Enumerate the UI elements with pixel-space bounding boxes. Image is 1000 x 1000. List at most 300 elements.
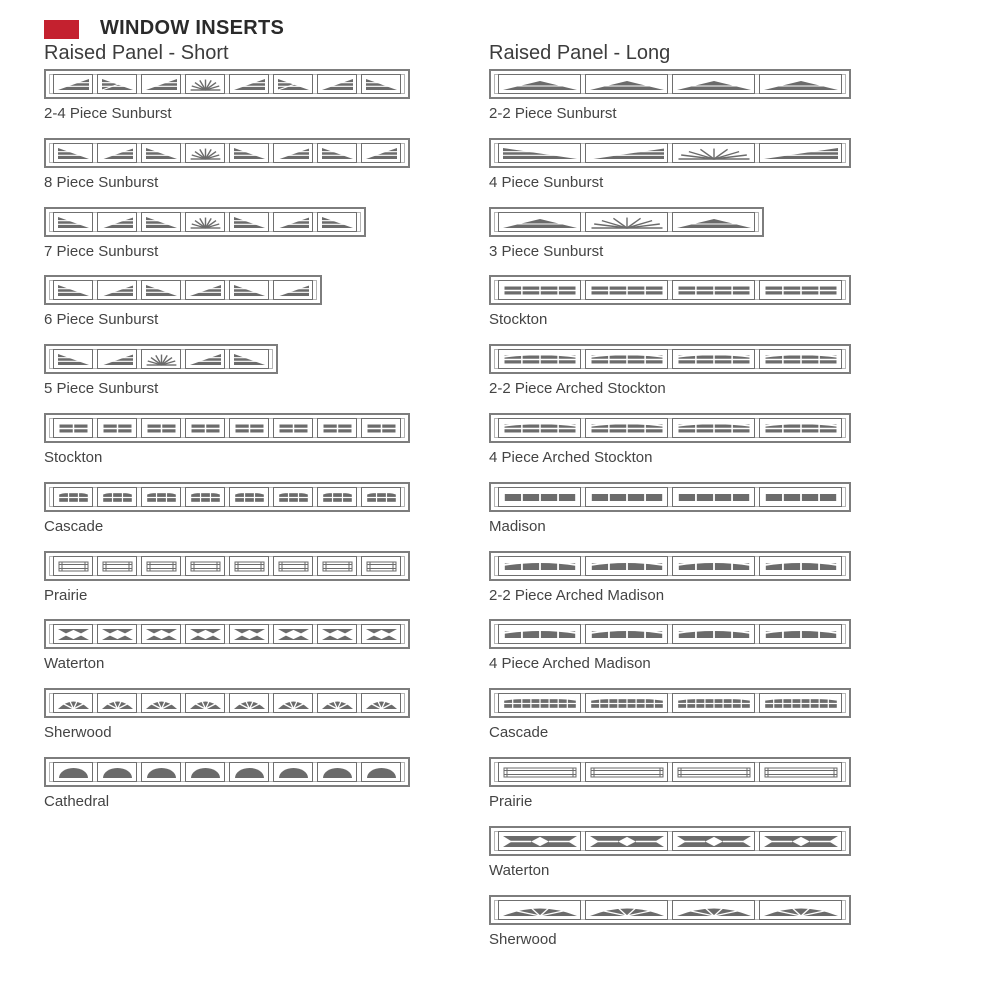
arched-madison-4-pattern-icon <box>762 627 840 642</box>
prairie-pattern-icon <box>100 559 135 574</box>
window-insert-pane <box>53 487 93 507</box>
insert-strip-frame <box>494 143 846 163</box>
window-insert-pane <box>361 74 401 94</box>
sunburst-24-pattern-icon <box>364 77 399 92</box>
window-insert-pane <box>759 418 842 438</box>
insert-label: 2-2 Piece Arched Madison <box>489 587 665 604</box>
sunburst-7-pattern-icon <box>320 215 355 230</box>
insert-strip-frame <box>494 418 846 438</box>
window-insert-pane <box>317 624 357 644</box>
window-insert-pane <box>229 693 269 713</box>
insert-strip <box>44 688 410 718</box>
insert-row-waterton <box>44 619 410 679</box>
insert-strip-frame <box>494 487 846 507</box>
insert-strip-frame <box>49 418 405 438</box>
insert-row-arched-madison-4 <box>489 619 851 679</box>
prairie-pattern-icon <box>56 559 91 574</box>
sunburst-22-pattern-icon <box>762 77 840 92</box>
insert-strip <box>44 275 322 305</box>
insert-strip-frame <box>494 624 846 644</box>
insert-strip-frame <box>49 280 317 300</box>
window-insert-pane <box>498 74 581 94</box>
window-insert-pane <box>273 624 313 644</box>
insert-strip-frame <box>494 693 846 713</box>
window-insert-pane <box>185 212 225 232</box>
sherwood-pattern-icon <box>188 696 223 711</box>
window-insert-pane <box>498 624 581 644</box>
insert-label: Stockton <box>489 311 548 328</box>
sunburst-24-pattern-icon <box>276 77 311 92</box>
stockton-pattern-icon <box>56 421 91 436</box>
insert-strip-frame <box>494 349 846 369</box>
sunburst-3-pattern-icon <box>675 215 753 230</box>
insert-strip <box>44 757 410 787</box>
window-insert-pane <box>317 74 357 94</box>
insert-strip <box>489 619 851 649</box>
window-insert-pane <box>317 143 357 163</box>
sherwood-pattern-icon <box>762 903 840 918</box>
arched-madison-4-pattern-icon <box>501 627 579 642</box>
cascade-pattern-icon <box>56 490 91 505</box>
sunburst-22-pattern-icon <box>501 77 579 92</box>
window-insert-pane <box>317 762 357 782</box>
sunburst-7-pattern-icon <box>232 215 267 230</box>
insert-label: 2-2 Piece Sunburst <box>489 105 617 122</box>
insert-strip <box>489 138 851 168</box>
window-insert-pane <box>585 349 668 369</box>
window-insert-pane <box>97 762 137 782</box>
insert-label: Madison <box>489 518 546 535</box>
insert-label: Sherwood <box>44 724 112 741</box>
insert-strip-frame <box>494 762 846 782</box>
window-insert-pane <box>585 487 668 507</box>
insert-strip <box>489 69 851 99</box>
window-insert-pane <box>97 74 137 94</box>
insert-label: 7 Piece Sunburst <box>44 243 159 260</box>
window-insert-pane <box>229 624 269 644</box>
window-insert-pane <box>498 418 581 438</box>
cascade-pattern-icon <box>501 696 579 711</box>
madison-pattern-icon <box>501 490 579 505</box>
window-insert-pane <box>185 762 225 782</box>
insert-strip-frame <box>494 900 846 920</box>
window-insert-pane <box>672 418 755 438</box>
insert-strip-frame <box>49 212 361 232</box>
cathedral-pattern-icon <box>188 765 223 780</box>
window-insert-pane <box>97 556 137 576</box>
window-insert-pane <box>53 212 93 232</box>
arched-madison-22-pattern-icon <box>762 559 840 574</box>
waterton-pattern-icon <box>188 627 223 642</box>
insert-strip-frame <box>49 624 405 644</box>
window-insert-pane <box>141 487 181 507</box>
insert-row-sunburst-3 <box>489 207 764 267</box>
window-insert-pane <box>317 556 357 576</box>
prairie-pattern-icon <box>762 765 840 780</box>
sherwood-pattern-icon <box>100 696 135 711</box>
waterton-pattern-icon <box>144 627 179 642</box>
window-insert-pane <box>141 418 181 438</box>
cathedral-pattern-icon <box>56 765 91 780</box>
cascade-pattern-icon <box>320 490 355 505</box>
sunburst-24-pattern-icon <box>56 77 91 92</box>
window-insert-pane <box>53 693 93 713</box>
window-insert-pane <box>141 212 181 232</box>
window-insert-pane <box>672 762 755 782</box>
insert-strip <box>489 207 764 237</box>
insert-strip <box>489 344 851 374</box>
insert-strip-frame <box>494 556 846 576</box>
sunburst-5-pattern-icon <box>144 352 179 367</box>
window-insert-pane <box>141 693 181 713</box>
window-insert-pane <box>759 349 842 369</box>
insert-row-waterton <box>489 826 851 886</box>
window-insert-pane <box>53 556 93 576</box>
cathedral-pattern-icon <box>100 765 135 780</box>
stockton-pattern-icon <box>364 421 399 436</box>
window-insert-pane <box>672 556 755 576</box>
sunburst-6-pattern-icon <box>276 283 311 298</box>
insert-strip <box>489 757 851 787</box>
sunburst-4-pattern-icon <box>675 146 753 161</box>
sunburst-6-pattern-icon <box>100 283 135 298</box>
window-insert-pane <box>498 900 581 920</box>
prairie-pattern-icon <box>320 559 355 574</box>
stockton-pattern-icon <box>320 421 355 436</box>
sunburst-8-pattern-icon <box>276 146 311 161</box>
stockton-pattern-icon <box>100 421 135 436</box>
sunburst-7-pattern-icon <box>276 215 311 230</box>
window-insert-pane <box>672 280 755 300</box>
sunburst-24-pattern-icon <box>232 77 267 92</box>
sunburst-4-pattern-icon <box>762 146 840 161</box>
arched-madison-4-pattern-icon <box>675 627 753 642</box>
window-insert-pane <box>585 900 668 920</box>
window-insert-pane <box>317 487 357 507</box>
insert-row-cathedral <box>44 757 410 817</box>
window-insert-pane <box>498 556 581 576</box>
insert-label: Prairie <box>44 587 88 604</box>
sherwood-pattern-icon <box>276 696 311 711</box>
window-insert-pane <box>141 349 181 369</box>
sherwood-pattern-icon <box>232 696 267 711</box>
prairie-pattern-icon <box>588 765 666 780</box>
insert-row-sunburst-4 <box>489 138 851 198</box>
insert-label: Prairie <box>489 793 533 810</box>
prairie-pattern-icon <box>364 559 399 574</box>
sunburst-7-pattern-icon <box>144 215 179 230</box>
insert-strip <box>489 413 851 443</box>
insert-label: Waterton <box>489 862 550 879</box>
window-insert-pane <box>585 418 668 438</box>
sunburst-4-pattern-icon <box>588 146 666 161</box>
window-insert-pane <box>141 762 181 782</box>
window-insert-pane <box>759 74 842 94</box>
window-insert-pane <box>361 762 401 782</box>
insert-row-prairie <box>44 551 410 611</box>
window-insert-pane <box>273 74 313 94</box>
insert-row-sunburst-22 <box>489 69 851 129</box>
insert-strip-frame <box>49 143 405 163</box>
arched-madison-22-pattern-icon <box>675 559 753 574</box>
window-insert-pane <box>53 624 93 644</box>
insert-strip-frame <box>49 693 405 713</box>
window-insert-pane <box>141 143 181 163</box>
insert-row-cascade <box>44 482 410 542</box>
insert-strip <box>489 895 851 925</box>
waterton-pattern-icon <box>501 834 579 849</box>
prairie-pattern-icon <box>675 765 753 780</box>
insert-strip-frame <box>49 349 273 369</box>
insert-label: Stockton <box>44 449 103 466</box>
insert-strip <box>489 275 851 305</box>
window-insert-pane <box>185 624 225 644</box>
stockton-pattern-icon <box>762 283 840 298</box>
insert-label: 4 Piece Arched Madison <box>489 655 651 672</box>
waterton-pattern-icon <box>320 627 355 642</box>
page-title: WINDOW INSERTS <box>100 17 285 39</box>
insert-label: 2-4 Piece Sunburst <box>44 105 172 122</box>
stockton-pattern-icon <box>675 283 753 298</box>
arched-stockton-22-pattern-icon <box>501 352 579 367</box>
window-insert-pane <box>273 693 313 713</box>
window-insert-pane <box>361 487 401 507</box>
arched-stockton-4-pattern-icon <box>501 421 579 436</box>
window-insert-pane <box>273 556 313 576</box>
window-insert-pane <box>97 143 137 163</box>
insert-strip <box>44 138 410 168</box>
arched-stockton-22-pattern-icon <box>588 352 666 367</box>
sunburst-7-pattern-icon <box>100 215 135 230</box>
window-insert-pane <box>273 212 313 232</box>
window-insert-pane <box>273 143 313 163</box>
insert-row-sunburst-7 <box>44 207 366 267</box>
insert-strip-frame <box>49 762 405 782</box>
sunburst-6-pattern-icon <box>56 283 91 298</box>
window-insert-pane <box>361 143 401 163</box>
sunburst-8-pattern-icon <box>188 146 223 161</box>
insert-strip-frame <box>49 556 405 576</box>
cascade-pattern-icon <box>188 490 223 505</box>
window-insert-pane <box>141 280 181 300</box>
prairie-pattern-icon <box>232 559 267 574</box>
window-insert-pane <box>185 487 225 507</box>
cascade-pattern-icon <box>100 490 135 505</box>
window-insert-pane <box>672 831 755 851</box>
insert-strip <box>489 482 851 512</box>
window-insert-pane <box>97 624 137 644</box>
insert-row-sherwood <box>44 688 410 748</box>
arched-stockton-22-pattern-icon <box>762 352 840 367</box>
window-insert-pane <box>97 418 137 438</box>
insert-label: Cathedral <box>44 793 110 810</box>
window-insert-pane <box>759 693 842 713</box>
window-insert-pane <box>585 143 668 163</box>
window-insert-pane <box>141 624 181 644</box>
insert-row-arched-madison-22 <box>489 551 851 611</box>
insert-label: Cascade <box>489 724 549 741</box>
window-insert-pane <box>141 74 181 94</box>
arched-madison-22-pattern-icon <box>588 559 666 574</box>
waterton-pattern-icon <box>276 627 311 642</box>
sherwood-pattern-icon <box>364 696 399 711</box>
sunburst-24-pattern-icon <box>100 77 135 92</box>
insert-label: 5 Piece Sunburst <box>44 380 159 397</box>
sunburst-3-pattern-icon <box>501 215 579 230</box>
sunburst-5-pattern-icon <box>232 352 267 367</box>
madison-pattern-icon <box>675 490 753 505</box>
window-insert-pane <box>229 487 269 507</box>
window-insert-pane <box>672 349 755 369</box>
insert-row-cascade <box>489 688 851 748</box>
window-insert-pane <box>185 349 225 369</box>
window-insert-pane <box>317 693 357 713</box>
insert-row-arched-stockton-22 <box>489 344 851 404</box>
window-insert-pane <box>317 212 357 232</box>
window-insert-pane <box>672 487 755 507</box>
waterton-pattern-icon <box>675 834 753 849</box>
arched-madison-4-pattern-icon <box>588 627 666 642</box>
insert-row-stockton <box>489 275 851 335</box>
stockton-pattern-icon <box>144 421 179 436</box>
insert-row-prairie <box>489 757 851 817</box>
cascade-pattern-icon <box>144 490 179 505</box>
window-insert-pane <box>229 74 269 94</box>
stockton-pattern-icon <box>588 283 666 298</box>
window-insert-pane <box>585 74 668 94</box>
window-insert-pane <box>759 556 842 576</box>
header-color-mark <box>44 20 79 39</box>
sherwood-pattern-icon <box>588 903 666 918</box>
cathedral-pattern-icon <box>232 765 267 780</box>
window-insert-pane <box>185 74 225 94</box>
sunburst-24-pattern-icon <box>144 77 179 92</box>
insert-label: 4 Piece Sunburst <box>489 174 604 191</box>
window-insert-pane <box>53 143 93 163</box>
window-insert-pane <box>759 143 842 163</box>
window-insert-pane <box>672 900 755 920</box>
insert-strip <box>44 551 410 581</box>
window-insert-pane <box>498 212 581 232</box>
window-insert-pane <box>672 624 755 644</box>
window-insert-pane <box>273 280 313 300</box>
prairie-pattern-icon <box>188 559 223 574</box>
insert-strip-frame <box>494 212 759 232</box>
sunburst-8-pattern-icon <box>232 146 267 161</box>
insert-strip <box>44 619 410 649</box>
cathedral-pattern-icon <box>364 765 399 780</box>
insert-row-sunburst-5 <box>44 344 278 404</box>
insert-row-sunburst-8 <box>44 138 410 198</box>
window-insert-pane <box>185 418 225 438</box>
window-insert-pane <box>585 762 668 782</box>
insert-strip-frame <box>494 74 846 94</box>
window-insert-pane <box>759 900 842 920</box>
window-insert-pane <box>498 280 581 300</box>
window-insert-pane <box>672 74 755 94</box>
arched-stockton-22-pattern-icon <box>675 352 753 367</box>
window-insert-pane <box>498 693 581 713</box>
window-insert-pane <box>185 693 225 713</box>
cathedral-pattern-icon <box>276 765 311 780</box>
insert-strip-frame <box>49 74 405 94</box>
sunburst-8-pattern-icon <box>56 146 91 161</box>
window-insert-pane <box>97 487 137 507</box>
insert-strip-frame <box>49 487 405 507</box>
window-insert-pane <box>229 143 269 163</box>
column-title-long: Raised Panel - Long <box>489 42 671 64</box>
sunburst-5-pattern-icon <box>188 352 223 367</box>
sunburst-22-pattern-icon <box>675 77 753 92</box>
insert-strip <box>44 69 410 99</box>
window-insert-pane <box>361 418 401 438</box>
sherwood-pattern-icon <box>675 903 753 918</box>
arched-stockton-4-pattern-icon <box>675 421 753 436</box>
window-insert-pane <box>229 212 269 232</box>
sunburst-8-pattern-icon <box>144 146 179 161</box>
window-insert-pane <box>498 349 581 369</box>
insert-label: 2-2 Piece Arched Stockton <box>489 380 666 397</box>
insert-label: 8 Piece Sunburst <box>44 174 159 191</box>
cascade-pattern-icon <box>588 696 666 711</box>
window-insert-pane <box>672 143 755 163</box>
window-insert-pane <box>585 624 668 644</box>
window-insert-pane <box>53 74 93 94</box>
window-insert-pane <box>97 693 137 713</box>
sherwood-pattern-icon <box>320 696 355 711</box>
window-insert-pane <box>759 831 842 851</box>
window-insert-pane <box>317 418 357 438</box>
window-insert-pane <box>273 487 313 507</box>
window-insert-pane <box>53 280 93 300</box>
sunburst-7-pattern-icon <box>188 215 223 230</box>
cathedral-pattern-icon <box>144 765 179 780</box>
stockton-pattern-icon <box>232 421 267 436</box>
window-insert-pane <box>585 280 668 300</box>
cathedral-pattern-icon <box>320 765 355 780</box>
sunburst-7-pattern-icon <box>56 215 91 230</box>
window-insert-pane <box>53 762 93 782</box>
sunburst-8-pattern-icon <box>100 146 135 161</box>
window-insert-pane <box>498 487 581 507</box>
window-insert-pane <box>672 693 755 713</box>
waterton-pattern-icon <box>100 627 135 642</box>
window-insert-pane <box>273 762 313 782</box>
window-insert-pane <box>141 556 181 576</box>
madison-pattern-icon <box>588 490 666 505</box>
cascade-pattern-icon <box>276 490 311 505</box>
window-insert-pane <box>672 212 755 232</box>
waterton-pattern-icon <box>232 627 267 642</box>
cascade-pattern-icon <box>762 696 840 711</box>
window-insert-pane <box>97 349 137 369</box>
insert-row-arched-stockton-4 <box>489 413 851 473</box>
window-insert-pane <box>585 212 668 232</box>
sunburst-3-pattern-icon <box>588 215 666 230</box>
window-insert-pane <box>585 693 668 713</box>
window-insert-pane <box>97 212 137 232</box>
sunburst-6-pattern-icon <box>188 283 223 298</box>
window-insert-pane <box>229 418 269 438</box>
insert-row-stockton <box>44 413 410 473</box>
insert-label: 6 Piece Sunburst <box>44 311 159 328</box>
arched-stockton-4-pattern-icon <box>588 421 666 436</box>
waterton-pattern-icon <box>762 834 840 849</box>
arched-stockton-4-pattern-icon <box>762 421 840 436</box>
sherwood-pattern-icon <box>501 903 579 918</box>
window-insert-pane <box>498 762 581 782</box>
window-insert-pane <box>361 693 401 713</box>
